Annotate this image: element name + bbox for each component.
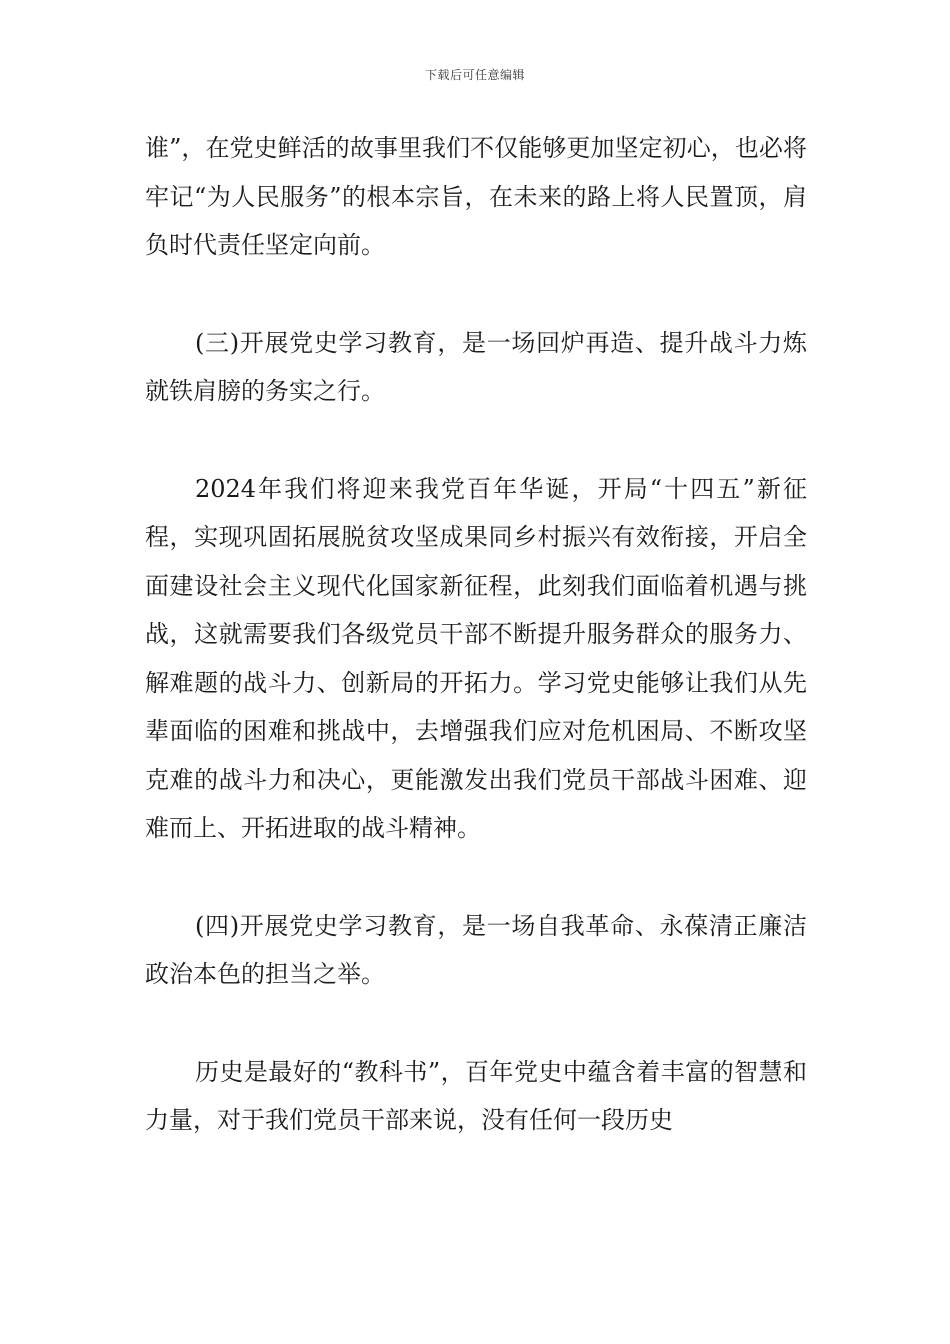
paragraph-gap: [145, 270, 807, 319]
paragraph-body: 2024年我们将迎来我党百年华诞，开局“十四五”新征程，实现巩固拓展脱贫攻坚成果同乡村振兴有效衔接，开启全面建设社会主义现代化国家新征程，此刻我们面临着机遇与挑战，这就需要我们各级党员干部不断提升服务群众的服务力、解难题的战斗力、创新局的开拓力。学习党史能够让我们从先辈面临的困难和挑战中，去增强我们应对危机困局、不断攻坚克难的战斗力和决心，更能激发出我们党员干部战斗困难、迎难而上、开拓进取的战斗精神。: [145, 474, 807, 842]
document-body: [145, 124, 807, 1145]
paragraph-body: 历史是最好的“教科书”，百年党史中蕴含着丰富的智慧和力量，对于我们党员干部来说，没有任何一段历史: [145, 1057, 807, 1134]
paragraph-gap: [145, 853, 807, 902]
paragraph-gap: [145, 999, 807, 1048]
paragraph-gap: [145, 416, 807, 465]
page-header-note: 下载后可任意编辑: [424, 68, 525, 82]
section-heading-three: (三)开展党史学习教育，是一场回炉再造、提升战斗力炼就铁肩膀的务实之行。: [145, 328, 807, 405]
section-heading-four: (四)开展党史学习教育，是一场自我革命、永葆清正廉洁政治本色的担当之举。: [145, 911, 807, 988]
paragraph-continuation: 谁”，在党史鲜活的故事里我们不仅能够更加坚定初心，也必将牢记“为人民服务”的根本宗旨，在未来的路上将人民置顶，肩负时代责任坚定向前。: [145, 134, 807, 259]
